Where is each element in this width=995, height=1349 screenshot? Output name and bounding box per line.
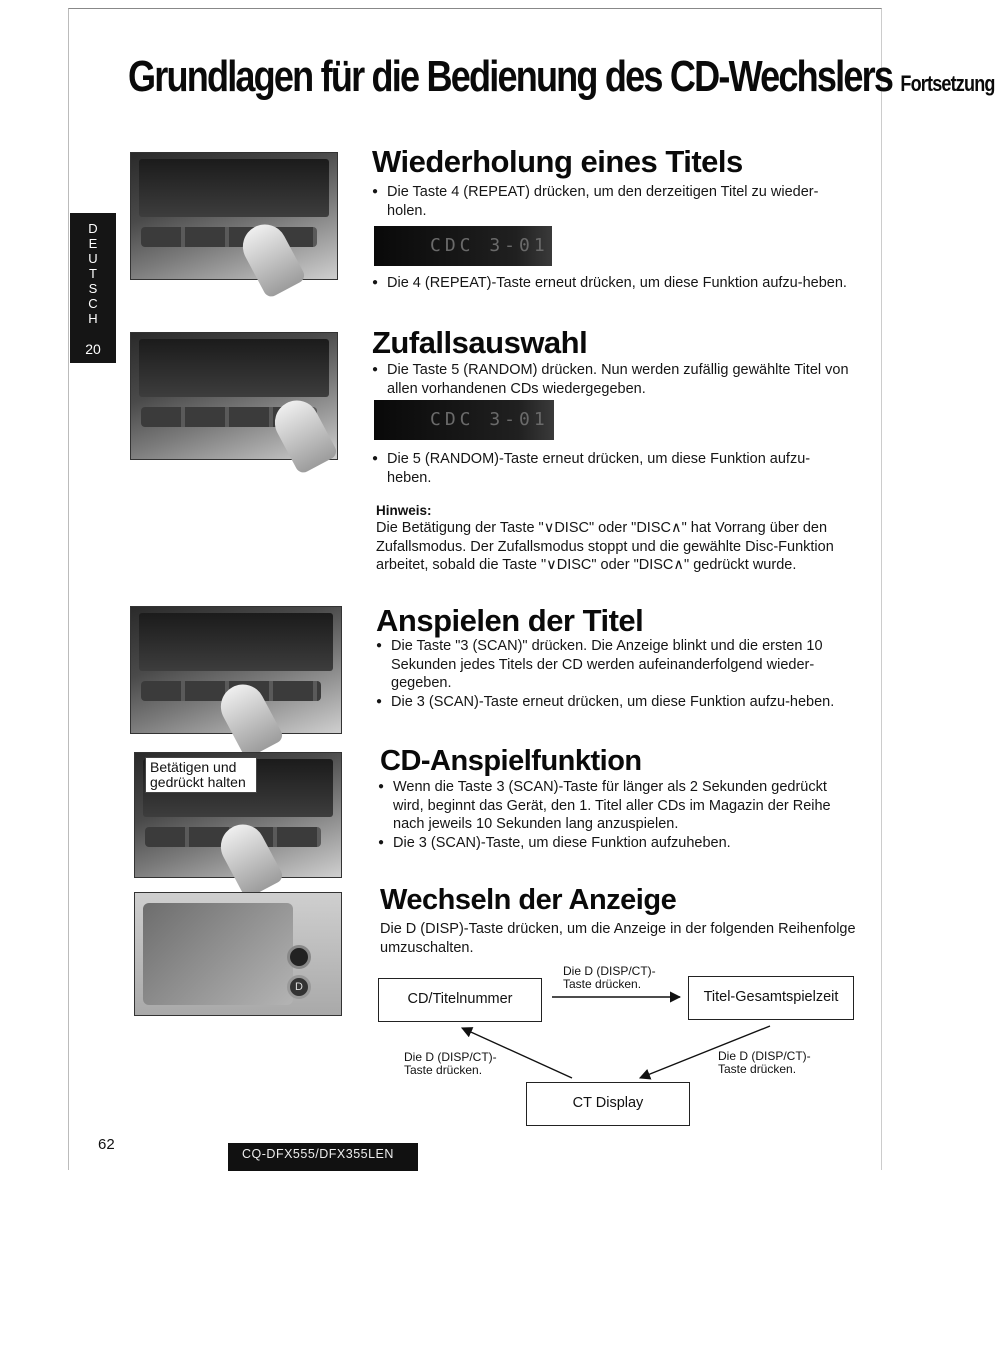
display-heading: Wechseln der Anzeige (380, 884, 677, 916)
page-title-suffix: Fortsetzung (900, 71, 995, 96)
random-display-image: CDC 3-01 (374, 400, 554, 440)
page-number: 62 (98, 1136, 115, 1153)
disp-button-image: D (287, 975, 311, 999)
side-tab-letter: H (88, 311, 98, 326)
model-number: CQ-DFX555/DFX355LEN (228, 1143, 418, 1171)
side-tab-letter: D (88, 221, 98, 236)
hint-text: Die Betätigung der Taste "∨DISC" oder "DISC∧" hat Vorrang über den Zufallsmodus. Der Zufallsmodus stoppt und die gewählte Disc-Funktion arbeitet, sobald die Taste "∨DISC" oder "DISC∧" gedrückt wurde. (376, 520, 834, 573)
page-title-text: Grundlagen für die Bedienung des CD-Wechslers (128, 52, 893, 101)
flow-label-left: Die D (DISP/CT)-Taste drücken. (404, 1050, 497, 1077)
repeat-heading: Wiederholung eines Titels (372, 144, 743, 179)
repeat-display-image: CDC 3-01 (374, 226, 552, 266)
flow-label-right: Die D (DISP/CT)-Taste drücken. (718, 1049, 811, 1076)
flow-arrow-to-cd-track (462, 1028, 572, 1078)
scan-bullet-2: ● Die 3 (SCAN)-Taste erneut drücken, um diese Funktion aufzu-heben. (376, 693, 852, 712)
flow-label-top: Die D (DISP/CT)-Taste drücken. (563, 964, 656, 991)
flow-arrow-to-ct-display (640, 1026, 770, 1078)
display-text: Die D (DISP)-Taste drücken, um die Anzeige in der folgenden Reihenfolge umzuschalten. (380, 921, 856, 956)
cd-scan-bullet-2: ● Die 3 (SCAN)-Taste, um diese Funktion aufzuheben. (378, 834, 854, 853)
side-tab-letter: C (88, 296, 98, 311)
hint-title: Hinweis: (376, 503, 432, 518)
scan-heading: Anspielen der Titel (376, 603, 644, 638)
side-tab-letter: E (88, 236, 98, 251)
cd-scan-bullet-1: ● Wenn die Taste 3 (SCAN)-Taste für länger als 2 Sekunden gedrückt wird, beginnt das Gerät, den 1. Titel aller CDs im Magazin der Reihe nach jeweils 10 Sekunden lang anzuspielen. (378, 778, 854, 834)
random-bullet-1: ● Die Taste 5 (RANDOM) drücken. Nun werden zufällig gewählte Titel von allen vorhandenen CDs wiedergegeben. (372, 361, 850, 398)
press-and-hold-label: Betätigen und gedrückt halten (145, 757, 257, 793)
flow-box-cd-track: CD/Titelnummer (378, 978, 542, 1022)
random-heading: Zufallsauswahl (372, 325, 588, 360)
random-bullet-2: ● Die 5 (RANDOM)-Taste erneut drücken, um diese Funktion aufzu-heben. (372, 450, 850, 487)
flow-box-ct-display: CT Display (526, 1082, 690, 1126)
side-tab-letter: U (88, 251, 98, 266)
repeat-bullet-2: ● Die 4 (REPEAT)-Taste erneut drücken, um diese Funktion aufzu-heben. (372, 274, 850, 293)
side-tab-number: 20 (85, 341, 101, 357)
scan-bullet-1: ● Die Taste "3 (SCAN)" drücken. Die Anzeige blinkt und die ersten 10 Sekunden jedes Titels der CD werden aufeinanderfolgend wieder-gegeben. (376, 637, 852, 693)
side-tab-letter: T (89, 266, 97, 281)
flow-box-total-time: Titel-Gesamtspielzeit (688, 976, 854, 1020)
repeat-bullet-1: ● Die Taste 4 (REPEAT) drücken, um den derzeitigen Titel zu wieder-holen. (372, 183, 850, 220)
side-tab-letter: S (88, 281, 98, 296)
cd-scan-heading: CD-Anspielfunktion (380, 745, 642, 777)
